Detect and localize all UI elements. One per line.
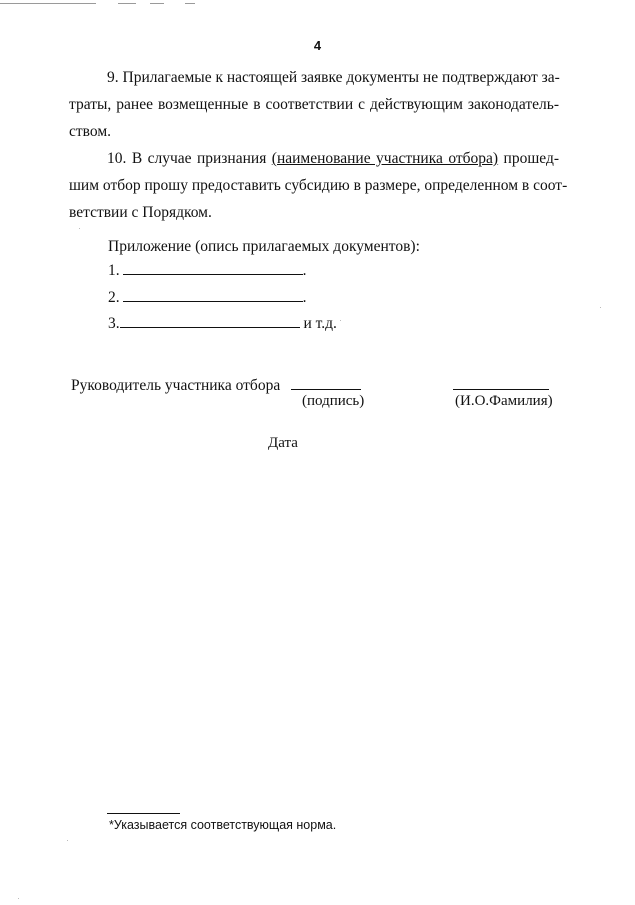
item10-prefix: 10. В случае признания [107,150,272,167]
attachment-item-number: 3. [108,315,120,332]
name-caption: (И.О.Фамилия) [455,393,553,409]
date-label: Дата [268,435,298,451]
scan-speck [18,898,19,899]
scan-artifact [118,3,136,4]
scan-speck [79,228,80,229]
item9-line2: траты, ранее возмещенные в соответствии с действующим законодатель- [69,96,559,113]
attachment-item-3 [108,313,598,334]
attachment-blank-line [123,287,303,302]
signature-label: Руководитель участника отбора [71,377,281,394]
attachment-item-2 [108,287,598,308]
participant-name-placeholder: (наименование участника отбора) [271,150,499,167]
scan-speck [67,840,68,841]
scan-speck [600,307,601,308]
footnote-text: *Указывается соответствующая норма. [109,818,337,832]
attachment-item-number: 1. [108,262,120,279]
signature-caption: (подпись) [302,393,365,409]
attachment-heading: Приложение (опись прилагаемых документов): [108,238,420,255]
attachment-item-number: 2. [108,289,120,306]
item10-suffix: прошед- [498,150,559,167]
attachment-item-end: . [302,262,307,279]
footnote-separator [107,813,180,814]
attachment-blank-line [123,260,303,275]
scan-artifact [185,3,195,4]
attachment-blank-line [120,313,300,328]
attachment-item-1 [108,260,598,281]
page-number: 4 [313,38,322,53]
item10-line3: ветствии с Порядком. [69,204,212,221]
attachment-item-end: . [302,289,307,306]
signature-line [291,389,361,390]
scan-artifact [0,3,96,4]
item9-line3: ством. [69,123,112,140]
item10-line1 [107,149,559,169]
attachment-item-end: и т.д. [299,315,337,332]
name-line [453,389,549,390]
scan-artifact [150,3,164,4]
item10-line2: шим отбор прошу предоставить субсидию в размере, определенном в соот- [69,177,568,194]
scan-speck [340,320,341,321]
item9-line1: 9. Прилагаемые к настоящей заявке документы не подтверждают за- [107,69,560,86]
